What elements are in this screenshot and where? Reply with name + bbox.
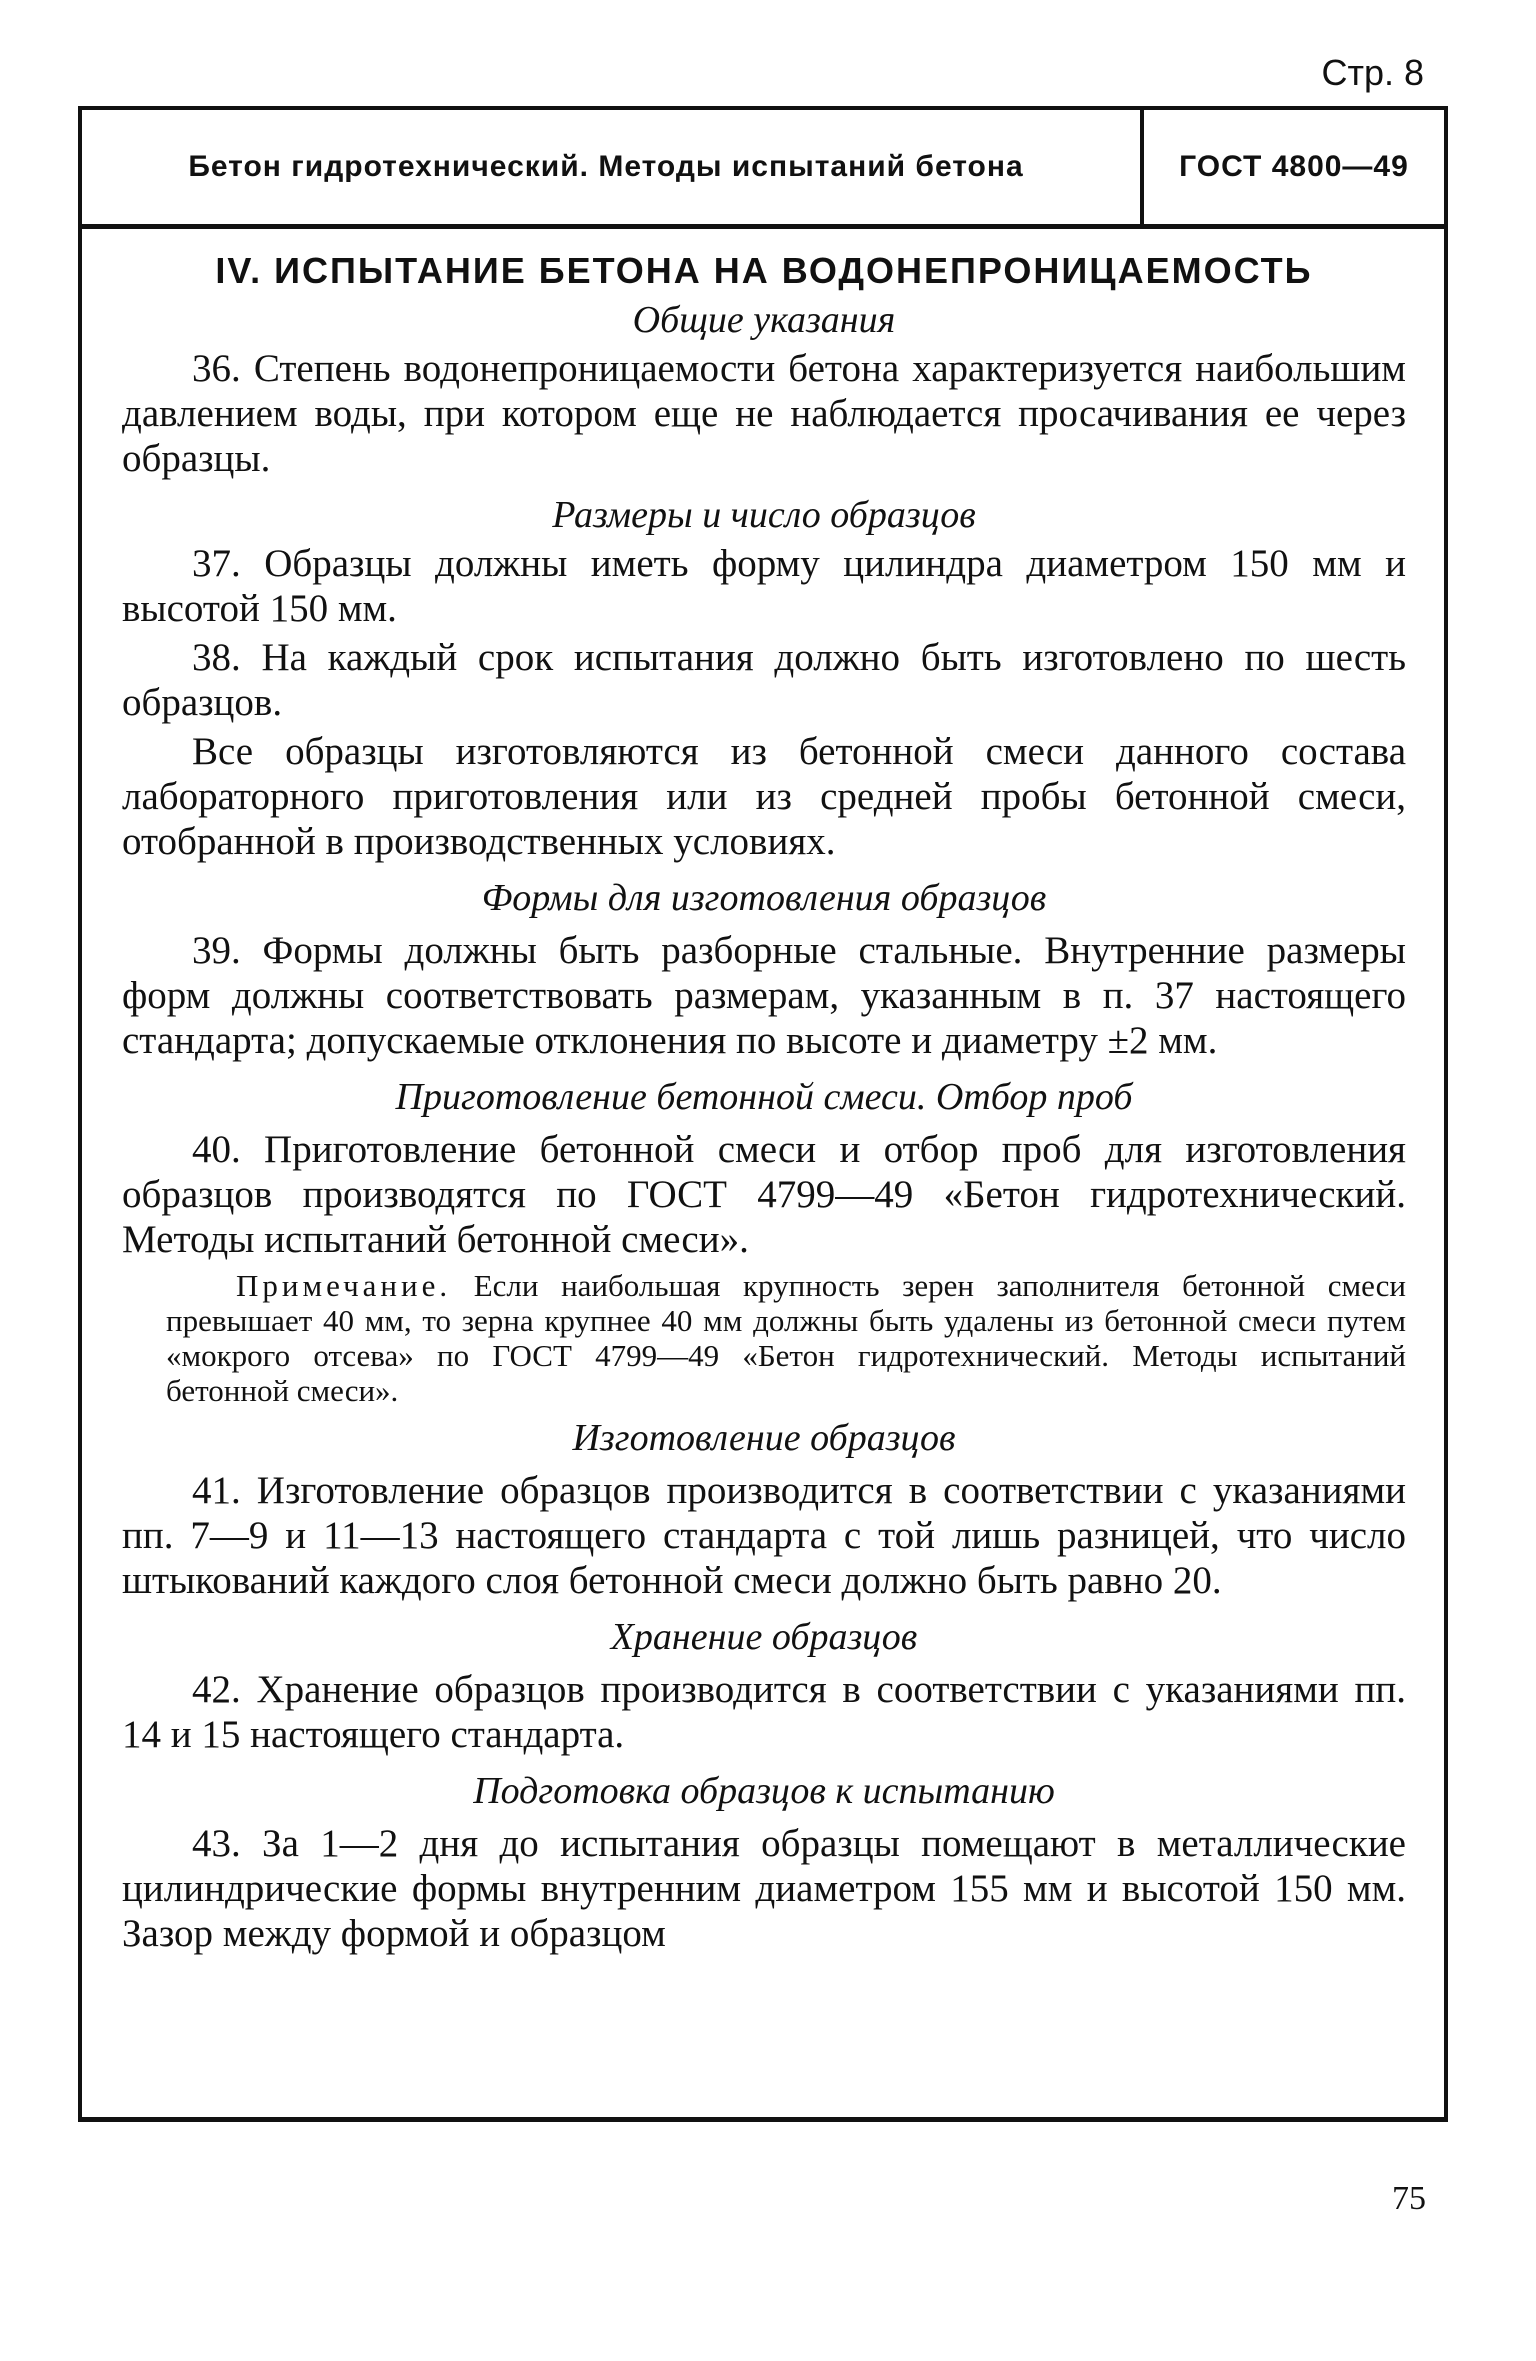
- subhead-specimen-prep: Подготовка образцов к испытанию: [473, 1770, 1055, 1812]
- page-frame: [78, 106, 1448, 2122]
- page-label: Стр. 8: [1321, 52, 1424, 93]
- page-number: 75: [1392, 2180, 1426, 2217]
- paragraph-38-cont: Все образцы изготовляются из бетонной смеси данного состава лабораторного приготовления или из средней пробы бетонной смеси, отобранной в производственных условиях.: [122, 730, 1406, 863]
- subhead-storage: Хранение образцов: [610, 1616, 918, 1658]
- section-title: IV. ИСПЫТАНИЕ БЕТОНА НА ВОДОНЕПРОНИЦАЕМОСТЬ: [215, 250, 1313, 291]
- note-label: Примечание.: [236, 1268, 452, 1303]
- paragraph-41: 41. Изготовление образцов производится в соответствии с указаниями пп. 7—9 и 11—13 настоящего стандарта с той лишь разницей, что число штыкований каждого слоя бетонной смеси должно быть равно 20.: [122, 1469, 1406, 1602]
- content: [122, 250, 1406, 1956]
- paragraph-40: 40. Приготовление бетонной смеси и отбор проб для изготовления образцов производятся по ГОСТ 4799—49 «Бетон гидротехнический. Методы испытаний бетонной смеси».: [122, 1128, 1406, 1261]
- note-text: Если наибольшая крупность зерен заполнителя бетонной смеси превышает 40 мм, то зерна крупнее 40 мм должны быть удалены из бетонной смеси путем «мокрого отсева» по ГОСТ 4799—49 «Бетон гидротехнический. Методы испытаний бетонной смеси».: [166, 1268, 1406, 1408]
- paragraph-37: 37. Образцы должны иметь форму цилиндра диаметром 150 мм и высотой 150 мм.: [122, 542, 1406, 630]
- paragraph-42: 42. Хранение образцов производится в соответствии с указаниями пп. 14 и 15 настоящего стандарта.: [122, 1668, 1406, 1756]
- note: [122, 1268, 1406, 1408]
- paragraph-39: 39. Формы должны быть разборные стальные. Внутренние размеры форм должны соответствовать размерам, указанным в п. 37 настоящего стандарта; допускаемые отклонения по высоте и диаметру ±2 мм.: [122, 929, 1406, 1062]
- subhead-preparation: Приготовление бетонной смеси. Отбор проб: [395, 1076, 1133, 1118]
- subhead-general: Общие указания: [632, 299, 896, 341]
- subhead-forms: Формы для изготовления образцов: [481, 877, 1047, 919]
- header-code: ГОСТ 4800—49: [1179, 150, 1409, 183]
- subhead-manufacture: Изготовление образцов: [572, 1417, 956, 1459]
- paragraph-36: 36. Степень водонепроницаемости бетона характеризуется наибольшим давлением воды, при котором еще не наблюдается просачивания ее через образцы.: [122, 347, 1406, 480]
- paragraph-43: 43. За 1—2 дня до испытания образцы помещают в металлические цилиндрические формы внутренним диаметром 155 мм и высотой 150 мм. Зазор между формой и образцом: [122, 1822, 1406, 1955]
- subhead-sizes: Размеры и число образцов: [552, 494, 976, 536]
- paragraph-38: 38. На каждый срок испытания должно быть изготовлено по шесть образцов.: [122, 636, 1406, 724]
- header: [82, 110, 1444, 229]
- header-title: Бетон гидротехнический. Методы испытаний бетона: [188, 150, 1024, 183]
